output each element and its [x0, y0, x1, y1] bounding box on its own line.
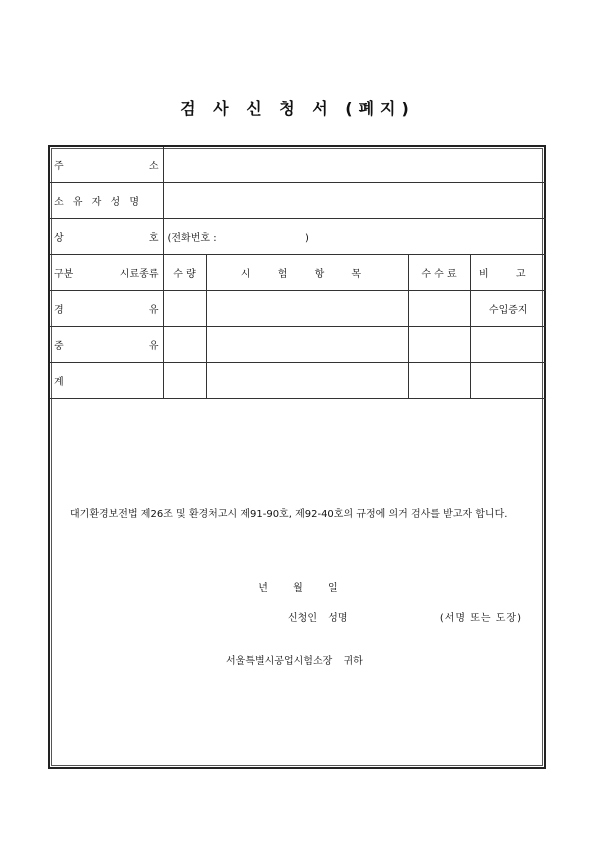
light-oil-test-items[interactable]: [206, 291, 408, 327]
header-sample-type: 시료종류: [119, 269, 159, 280]
business-row: [50, 219, 546, 255]
total-remark[interactable]: [470, 363, 546, 399]
header-test-items: 시 험 항 목: [206, 255, 408, 291]
business-field[interactable]: [163, 219, 546, 255]
application-table: [50, 147, 546, 399]
header-category-sample: [50, 255, 163, 291]
heavy-oil-label: 중 유: [50, 327, 163, 363]
header-quantity: 수 량: [163, 255, 206, 291]
document-title: 검 사 신 청 서 (폐지): [180, 99, 415, 118]
signature-note: (서명 또는 도장): [439, 613, 522, 624]
total-row: [50, 363, 546, 399]
heavy-oil-fee[interactable]: [408, 327, 470, 363]
heavy-oil-quantity[interactable]: [163, 327, 206, 363]
phone-close: ): [304, 233, 309, 244]
light-oil-fee[interactable]: [408, 291, 470, 327]
owner-row: [50, 183, 546, 219]
date-month: 월: [293, 583, 303, 594]
heavy-oil-row: [50, 327, 546, 363]
address-label: 주 소: [50, 147, 163, 183]
owner-label: 소 유 자 성 명: [50, 183, 163, 219]
business-label: 상 호: [50, 219, 163, 255]
total-test-items[interactable]: [206, 363, 408, 399]
date-year: 년: [258, 583, 268, 594]
header-row: [50, 255, 546, 291]
total-label: 계: [50, 363, 163, 399]
light-oil-quantity[interactable]: [163, 291, 206, 327]
address-row: [50, 147, 546, 183]
heavy-oil-test-items[interactable]: [206, 327, 408, 363]
heavy-oil-remark[interactable]: [470, 327, 546, 363]
request-statement: 대기환경보전법 제26조 및 환경처고시 제91-90호, 제92-40호의 규정에 의거 검사를 받고자 합니다.: [70, 509, 508, 520]
date-line: [50, 579, 546, 594]
phone-label: (전화번호 :: [167, 233, 217, 244]
total-quantity[interactable]: [163, 363, 206, 399]
total-fee[interactable]: [408, 363, 470, 399]
light-oil-row: [50, 291, 546, 327]
form-frame: [48, 145, 546, 769]
owner-field[interactable]: [163, 183, 546, 219]
date-day: 일: [328, 583, 338, 594]
address-field[interactable]: [163, 147, 546, 183]
header-fee: 수 수 료: [408, 255, 470, 291]
header-category: 구분: [54, 269, 74, 280]
applicant-name-label: 신청인 성명: [288, 613, 348, 624]
header-remarks: 비 고: [470, 255, 546, 291]
light-oil-label: 경 유: [50, 291, 163, 327]
light-oil-remark: 수입증지: [470, 291, 546, 327]
addressee: 서울특별시공업시험소장 귀하: [226, 656, 363, 667]
